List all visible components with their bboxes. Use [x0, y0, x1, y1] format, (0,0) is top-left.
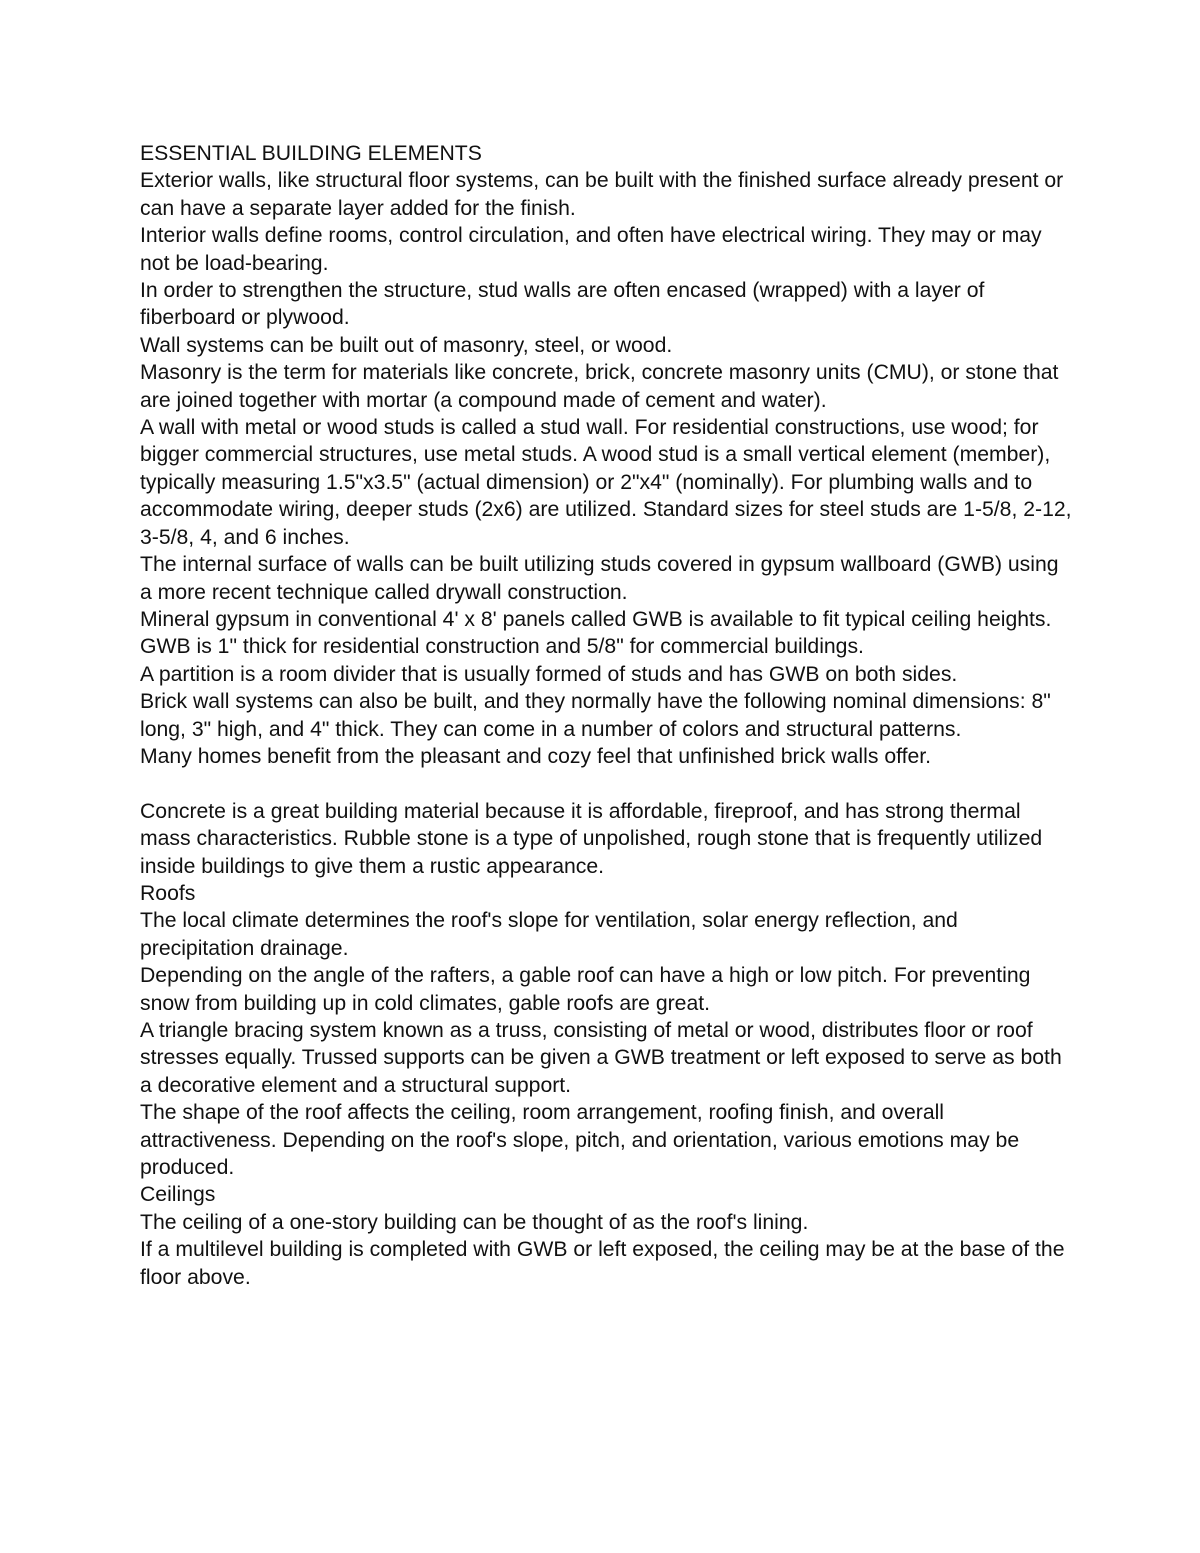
- paragraph-gypsum: Mineral gypsum in conventional 4' x 8' panels called GWB is available to fit typical ceiling heights. GWB is 1" thick for residential construction and 5/8" for commercial buildings.: [140, 607, 1052, 659]
- paragraph-interior-walls: Interior walls define rooms, control circulation, and often have electrical wiring. They may or may not be load-bearing.: [140, 224, 1042, 275]
- paragraph-ceiling-multilevel: If a multilevel building is completed with GWB or left exposed, the ceiling may be at the base of the floor above.: [140, 1238, 1065, 1289]
- blank-line: [140, 770, 1075, 797]
- paragraph-stud-wall: A wall with metal or wood studs is called a stud wall. For residential constructions, use wood; for bigger commercial structures, use metal studs. A wood stud is a small vertical element (member), typically measuring 1.5"x3.5" (actual dimension) or 2"x4" (nominally). For plumbing walls and to accommodate wiring, deeper studs (2x6) are utilized. Standard sizes for steel studs are 1-5/8, 2-12, 3-5/8, 4, and 6 inches.: [140, 416, 1072, 549]
- paragraph-drywall: The internal surface of walls can be built utilizing studs covered in gypsum wallboard (GWB) using a more recent technique called drywall construction.: [140, 553, 1059, 604]
- document-body: [140, 140, 1075, 1291]
- paragraph-ceiling-lining: The ceiling of a one-story building can be thought of as the roof's lining.: [140, 1210, 809, 1234]
- section-heading-ceilings: Ceilings: [140, 1183, 216, 1207]
- paragraph-gable-roof: Depending on the angle of the rafters, a gable roof can have a high or low pitch. For preventing snow from building up in cold climates, gable roofs are great.: [140, 964, 1031, 1015]
- paragraph-stud-encasing: In order to strengthen the structure, stud walls are often encased (wrapped) with a layer of fiberboard or plywood.: [140, 279, 985, 330]
- paragraph-roof-shape: The shape of the roof affects the ceiling, room arrangement, roofing finish, and overall attractiveness. Depending on the roof's slope, pitch, and orientation, various emotions may be produced.: [140, 1101, 1020, 1180]
- paragraph-exterior-walls: Exterior walls, like structural floor systems, can be built with the finished surface already present or can have a separate layer added for the finish.: [140, 169, 1064, 220]
- paragraph-wall-systems: Wall systems can be built out of masonry, steel, or wood.: [140, 333, 673, 357]
- paragraph-brick-homes: Many homes benefit from the pleasant and cozy feel that unfinished brick walls offer.: [140, 744, 932, 768]
- paragraph-brick: Brick wall systems can also be built, and they normally have the following nominal dimensions: 8" long, 3" high, and 4" thick. They can come in a number of colors and structural patterns.: [140, 690, 1051, 741]
- paragraph-truss: A triangle bracing system known as a truss, consisting of metal or wood, distributes floor or roof stresses equally. Trussed supports can be given a GWB treatment or left exposed to serve as both a decorative element and a structural support.: [140, 1018, 1062, 1097]
- paragraph-masonry: Masonry is the term for materials like concrete, brick, concrete masonry units (CMU), or stone that are joined together with mortar (a compound made of cement and water).: [140, 361, 1059, 412]
- paragraph-partition: A partition is a room divider that is usually formed of studs and has GWB on both sides.: [140, 662, 958, 686]
- paragraph-roof-slope: The local climate determines the roof's slope for ventilation, solar energy reflection, and precipitation drainage.: [140, 909, 958, 960]
- document-title: ESSENTIAL BUILDING ELEMENTS: [140, 142, 482, 165]
- section-heading-roofs: Roofs: [140, 881, 196, 905]
- paragraph-concrete: Concrete is a great building material because it is affordable, fireproof, and has strong thermal mass characteristics. Rubble stone is a type of unpolished, rough stone that is frequently utilized inside buildings to give them a rustic appearance.: [140, 799, 1043, 878]
